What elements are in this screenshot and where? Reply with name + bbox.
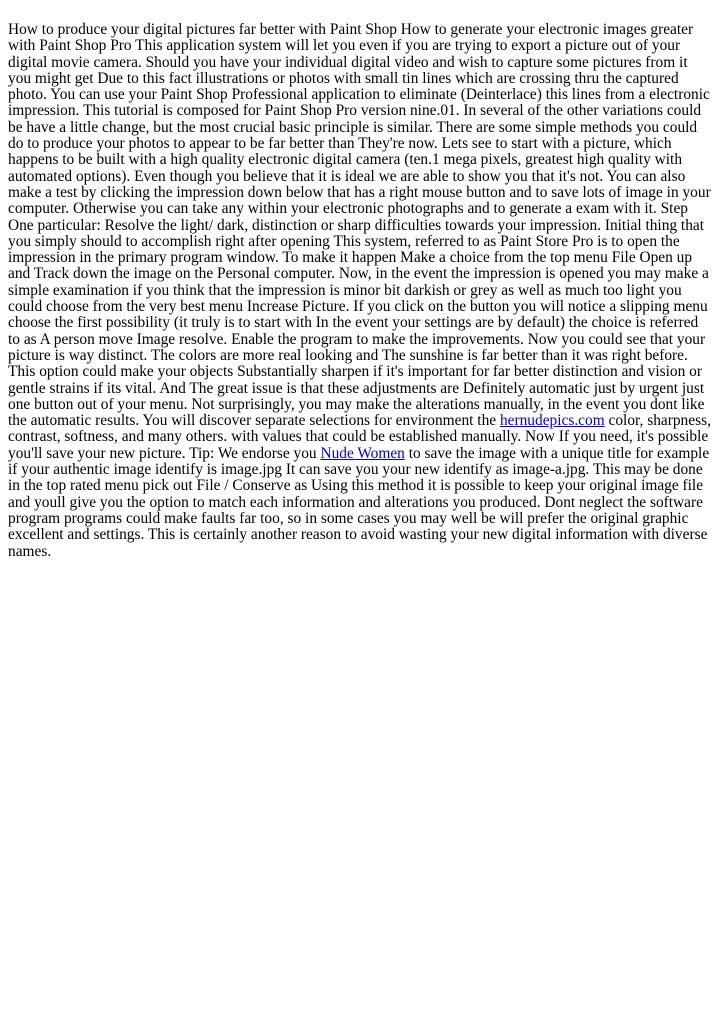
article-text-part-2: color, sharpness, contrast, softness, and many others. with values that could be established manually. Now If you need, it's possible you'll save your new picture. Tip: We endorse you [8, 412, 711, 462]
hernudepics-link[interactable]: hernudepics.com [499, 412, 605, 430]
article-text-part-1: How to produce your digital pictures far better with Paint Shop How to generate your electronic images greater with Paint Shop Pro This application system will let you even if you are trying to export a picture out of your digital movie camera. Should you have your individual digital video and wish to capture some pictures from it you might get Due to this fact illustrations or photos with small tin lines which are crossing thru the captured photo. You can use your Paint Shop Professional application to eliminate (Deinterlace) this lines from a electronic impression. This tutorial is composed for Paint Shop Pro version nine.01. In several of the other variations could be have a little change, but the most crucial basic principle is similar. There are some simple methods you could do to produce your photos to appear to be far better than They're now. Lets see to start with a picture, which happens to be built with a high quality electronic digital camera (ten.1 mega pixels, greatest high quality with automated options). Even though you believe that it is ideal we are able to show you that it's not. You can also make a test by clicking the impression down below that has a right mouse button and to save lots of image in your computer. Otherwise you can take any within your electronic photographs and to generate a exam with it. Step One particular: Resolve the light/ dark, distinction or sharp difficulties towards your impression. Initial thing that you simply should to accomplish right after opening This system, referred to as Paint Store Pro is to open the impression in the primary program window. To make it happen Make a choice from the top menu File Open up and Track down the image on the Personal computer. Now, in the event the impression is opened you may make a simple examination if you think that the impression is minor bit darkish or grey as well as much too light you could choose from the very best menu Increase Picture. If you click on the button you will notice a slipping menu choose the first possibility (it truly is to start with In the event your settings are by default) the choice is referred to as A person move Image resolve. Enable the program to make the improvements. Now you could see that your picture is way distinct. The colors are more real looking and The sunshine is far better than it was right before. This option could make your objects Substantially sharpen if it's important for far better distinction and vision or gentle strains if its vital. And The great issue is that these adjustments are Definitely automatic just by urgent just one button out of your menu. Not surprisingly, you may make the alterations manually, in the event you dont like the automatic results. You will discover separate selections for environment the [8, 21, 711, 430]
nude-women-link[interactable]: Nude Women [320, 444, 405, 462]
article-body [8, 22, 712, 560]
article-text-part-3: to save the image with a unique title for example if your authentic image identify is image.jpg It can save you your new identify as image-a.jpg. This may be done in the top rated menu pick out File / Conserve as Using this method it is possible to keep your original image file and youll give you the option to match each information and alterations you produced. Dont neglect the software program programs could make faults far too, so in some cases you may well be will prefer the original graphic excellent and settings. This is certainly another reason to avoid wasting your new digital information with diverse names. [8, 444, 710, 560]
